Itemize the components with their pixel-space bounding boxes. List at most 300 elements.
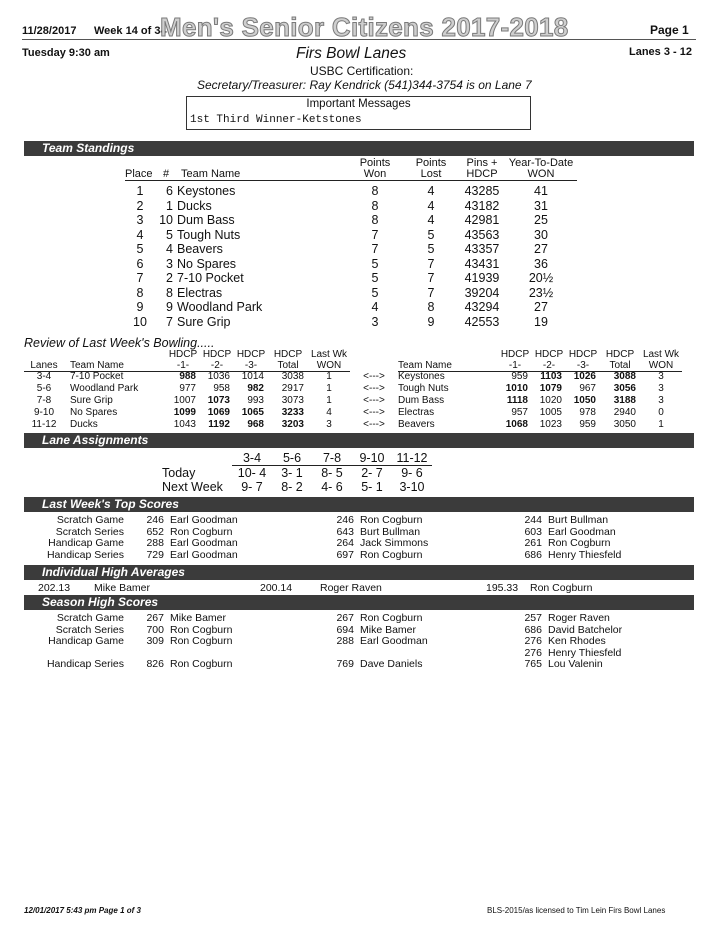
score-value: 826 bbox=[146, 658, 164, 670]
points-lost: 5 bbox=[427, 227, 435, 242]
standings-header bbox=[125, 158, 577, 181]
lanes-header: Lanes bbox=[24, 360, 64, 372]
lane-assignments-heading: Lane Assignments bbox=[42, 433, 149, 447]
bowler-name: Ron Cogburn bbox=[360, 514, 423, 526]
average-value: 195.33 bbox=[486, 582, 519, 594]
won: 3 bbox=[326, 419, 332, 430]
won: 3 bbox=[658, 395, 664, 406]
score: 1036 bbox=[207, 371, 230, 382]
score-value: 276 bbox=[524, 646, 542, 659]
ytd-won: 41 bbox=[534, 184, 548, 198]
g1-right: -1- bbox=[498, 360, 532, 372]
score: 977 bbox=[179, 383, 196, 394]
ytd-won: 25 bbox=[534, 213, 548, 227]
score-value: 652 bbox=[146, 525, 164, 538]
won: 1 bbox=[326, 383, 332, 394]
pins-hdcp: 39204 bbox=[464, 285, 500, 300]
pins-hdcp: 43357 bbox=[464, 242, 500, 256]
bowling-center: Firs Bowl Lanes bbox=[296, 45, 407, 62]
lastwk-right: Last Wk bbox=[642, 349, 680, 360]
points-won: 5 bbox=[371, 271, 379, 285]
hdcp-g2-left: HDCP bbox=[202, 349, 232, 360]
today-pair: 9- 6 bbox=[401, 466, 423, 480]
bowler-name: Earl Goodman bbox=[548, 525, 616, 538]
ytd-won-header: Year-To-Date bbox=[508, 157, 574, 169]
score-value: 686 bbox=[524, 548, 542, 561]
score-value: 244 bbox=[524, 514, 542, 526]
header-divider bbox=[22, 39, 696, 40]
score: 957 bbox=[511, 407, 528, 418]
versus-arrow: <---> bbox=[363, 407, 385, 418]
g1-left: -1- bbox=[166, 360, 200, 372]
bowler-name: Roger Raven bbox=[548, 612, 610, 624]
pins-hdcp: 43285 bbox=[464, 184, 500, 198]
score: 3188 bbox=[613, 395, 636, 406]
place: 8 bbox=[136, 285, 144, 300]
team-header-left: Team Name bbox=[64, 360, 166, 372]
next-week-pair: 8- 2 bbox=[281, 480, 303, 494]
team-name: Keystones bbox=[398, 371, 445, 382]
messages-title: Important Messages bbox=[306, 98, 411, 110]
team-number: 3 bbox=[166, 256, 173, 271]
next-week-pair: 5- 1 bbox=[361, 480, 383, 494]
won: 1 bbox=[326, 371, 332, 382]
team-name: Ducks bbox=[70, 419, 98, 430]
bowler-name: Ron Cogburn bbox=[530, 582, 593, 594]
place-header: Place bbox=[125, 169, 155, 181]
score: 3203 bbox=[281, 419, 304, 430]
won: 1 bbox=[658, 419, 664, 430]
score-value: 267 bbox=[146, 612, 164, 624]
score: 3073 bbox=[281, 395, 304, 406]
team-name: Electras bbox=[177, 285, 223, 300]
bowler-name: Ken Rhodes bbox=[548, 635, 606, 647]
score: 1068 bbox=[505, 419, 528, 430]
team-name: 7-10 Pocket bbox=[70, 371, 124, 382]
review-table bbox=[24, 371, 682, 431]
points-won: 4 bbox=[371, 300, 379, 314]
hdcp-g2-right: HDCP bbox=[534, 349, 564, 360]
lane-pair: 9-10 bbox=[352, 451, 392, 466]
week-label: Week 14 of 34 bbox=[94, 25, 167, 37]
points-won-header: Points bbox=[359, 157, 391, 169]
review-row bbox=[24, 407, 682, 419]
lastwk-left: Last Wk bbox=[310, 349, 348, 360]
won-right: WON bbox=[640, 360, 682, 372]
points-won-header-2: Won bbox=[347, 169, 403, 181]
score: 982 bbox=[247, 383, 264, 394]
session-day-time: Tuesday 9:30 am bbox=[22, 47, 110, 59]
score-category: Handicap Game bbox=[48, 635, 124, 647]
points-lost: 4 bbox=[427, 213, 435, 227]
next-week-pair: 9- 7 bbox=[241, 480, 263, 494]
points-won: 8 bbox=[371, 198, 379, 213]
standings-row bbox=[125, 271, 577, 286]
team-name: Tough Nuts bbox=[177, 227, 241, 242]
pins-hdcp: 43431 bbox=[464, 256, 500, 271]
today-pair: 10- 4 bbox=[237, 466, 267, 480]
standings-row bbox=[125, 184, 577, 199]
lanes-range: Lanes 3 - 12 bbox=[629, 46, 692, 58]
score-category: Scratch Game bbox=[56, 612, 124, 624]
bowler-name: Roger Raven bbox=[320, 582, 382, 594]
high-averages-heading: Individual High Averages bbox=[42, 565, 185, 579]
place: 7 bbox=[136, 271, 144, 285]
team-standings-bar bbox=[24, 141, 694, 156]
score-value: 288 bbox=[336, 635, 354, 647]
score-category: Handicap Series bbox=[46, 548, 124, 561]
place: 3 bbox=[136, 213, 144, 227]
points-lost: 4 bbox=[427, 184, 435, 198]
score-value: 288 bbox=[146, 537, 164, 549]
standings-row bbox=[125, 300, 577, 315]
team-name: Beavers bbox=[177, 242, 223, 256]
bowler-name: Ron Cogburn bbox=[170, 525, 233, 538]
team-name: Dum Bass bbox=[398, 395, 445, 406]
message-text: 1st Third Winner-Ketstones bbox=[190, 114, 362, 126]
ytd-won: 27 bbox=[534, 300, 548, 314]
team-number: 1 bbox=[166, 198, 173, 213]
score: 3233 bbox=[281, 407, 304, 418]
score-value: 276 bbox=[524, 635, 542, 647]
g2-right: -2- bbox=[532, 360, 566, 372]
points-lost: 5 bbox=[427, 242, 435, 256]
score-value: 603 bbox=[524, 525, 542, 538]
team-name: 7-10 Pocket bbox=[177, 271, 244, 285]
team-number: 4 bbox=[166, 242, 173, 256]
footer-license: BLS-2015/as licensed to Tim Lein Firs Bowl Lanes bbox=[487, 906, 666, 915]
lanes: 5-6 bbox=[36, 383, 52, 394]
score: 2917 bbox=[281, 383, 304, 394]
versus-arrow: <---> bbox=[363, 395, 385, 406]
score-value: 246 bbox=[336, 514, 354, 526]
score: 1073 bbox=[207, 395, 230, 406]
place: 9 bbox=[136, 300, 144, 314]
score: 2940 bbox=[613, 407, 636, 418]
top-scores-heading: Last Week's Top Scores bbox=[42, 497, 179, 511]
standings-row bbox=[125, 286, 577, 301]
score: 1020 bbox=[539, 395, 562, 406]
standings-row bbox=[125, 213, 577, 228]
team-number: 8 bbox=[166, 285, 173, 300]
bowler-name: Earl Goodman bbox=[170, 548, 238, 561]
pins-hdcp-header-2: HDCP bbox=[459, 169, 505, 181]
points-lost: 4 bbox=[427, 198, 435, 213]
score-value: 246 bbox=[146, 514, 164, 526]
bowler-name: Ron Cogburn bbox=[170, 623, 233, 636]
footer-printed: 12/01/2017 5:43 pm Page 1 of 3 bbox=[24, 906, 141, 915]
score: 3050 bbox=[613, 419, 636, 430]
score: 967 bbox=[579, 383, 596, 394]
score: 1099 bbox=[173, 407, 196, 418]
won-left: WON bbox=[308, 360, 350, 372]
points-won: 8 bbox=[371, 213, 379, 227]
team-name: Woodland Park bbox=[70, 383, 139, 394]
score: 958 bbox=[213, 383, 230, 394]
points-won: 7 bbox=[371, 242, 379, 256]
points-won: 7 bbox=[371, 227, 379, 242]
hdcp-total-left: HDCP bbox=[273, 349, 303, 360]
team-name: Woodland Park bbox=[177, 300, 263, 314]
review-header bbox=[24, 349, 682, 372]
bowler-name: Jack Simmons bbox=[360, 537, 429, 549]
hdcp-total-right: HDCP bbox=[605, 349, 635, 360]
today-pair: 8- 5 bbox=[321, 466, 343, 480]
total-right: Total bbox=[600, 360, 640, 372]
score: 988 bbox=[179, 371, 196, 382]
score: 1007 bbox=[173, 395, 196, 406]
standings-row bbox=[125, 257, 577, 272]
next-week-pair: 3-10 bbox=[399, 480, 425, 494]
bowler-name: Earl Goodman bbox=[360, 635, 428, 647]
bowler-name: Mike Bamer bbox=[94, 582, 151, 594]
standings-row bbox=[125, 315, 577, 330]
today-label: Today bbox=[162, 465, 196, 480]
won: 4 bbox=[326, 407, 332, 418]
score-value: 729 bbox=[146, 548, 164, 561]
lane-pair: 3-4 bbox=[232, 451, 272, 466]
lane-pair: 11-12 bbox=[392, 451, 432, 466]
pins-hdcp: 42553 bbox=[464, 314, 500, 329]
score-category: Scratch Game bbox=[56, 514, 124, 526]
standings-table bbox=[125, 184, 577, 329]
score-category: Scratch Series bbox=[55, 525, 124, 538]
score: 3056 bbox=[613, 383, 636, 394]
points-lost: 7 bbox=[427, 256, 435, 271]
bowler-name: Mike Bamer bbox=[170, 612, 227, 624]
bowler-name: Lou Valenin bbox=[548, 658, 603, 670]
place: 2 bbox=[136, 198, 144, 213]
lanes: 9-10 bbox=[33, 407, 54, 418]
lane-assignments-bar bbox=[24, 433, 694, 448]
score-value: 700 bbox=[146, 623, 164, 636]
hdcp-g1-left: HDCP bbox=[168, 349, 198, 360]
bowler-name: Burt Bullman bbox=[548, 514, 609, 526]
team-name: Sure Grip bbox=[177, 314, 231, 329]
ytd-won: 30 bbox=[534, 227, 548, 242]
ytd-won: 23½ bbox=[528, 285, 554, 300]
score: 1023 bbox=[539, 419, 562, 430]
score-value: 765 bbox=[524, 658, 542, 670]
team-name: Sure Grip bbox=[70, 395, 113, 406]
today-pair: 3- 1 bbox=[281, 466, 303, 480]
score: 959 bbox=[511, 371, 528, 382]
g3-left: -3- bbox=[234, 360, 268, 372]
score: 1026 bbox=[573, 371, 596, 382]
bowler-name: Burt Bullman bbox=[360, 525, 421, 538]
score: 1050 bbox=[573, 395, 596, 406]
score: 1103 bbox=[540, 371, 562, 382]
pins-hdcp-header: Pins + bbox=[466, 157, 498, 169]
hdcp-g3-left: HDCP bbox=[236, 349, 266, 360]
lane-assignments-table bbox=[162, 451, 432, 494]
points-won: 3 bbox=[371, 314, 379, 329]
ytd-won: 20½ bbox=[528, 271, 554, 285]
pins-hdcp: 42981 bbox=[464, 213, 500, 227]
team-header-right: Team Name bbox=[398, 360, 498, 372]
average-value: 202.13 bbox=[38, 582, 71, 594]
ytd-won: 27 bbox=[534, 242, 548, 256]
points-lost-header-2: Lost bbox=[403, 169, 459, 181]
total-left: Total bbox=[268, 360, 308, 372]
points-lost-header: Points bbox=[415, 157, 447, 169]
score: 1065 bbox=[241, 407, 264, 418]
points-lost: 7 bbox=[427, 285, 435, 300]
score-value: 267 bbox=[336, 612, 354, 624]
won: 3 bbox=[658, 383, 664, 394]
team-number: 7 bbox=[166, 314, 173, 329]
bowler-name: Ron Cogburn bbox=[170, 658, 233, 670]
ytd-won-header-2: WON bbox=[505, 169, 577, 181]
versus-arrow: <---> bbox=[363, 419, 385, 430]
score: 1043 bbox=[173, 419, 196, 430]
g3-right: -3- bbox=[566, 360, 600, 372]
score: 1079 bbox=[539, 383, 562, 394]
score-value: 309 bbox=[146, 635, 164, 647]
score: 1010 bbox=[505, 383, 528, 394]
ytd-won: 19 bbox=[534, 314, 548, 329]
team-name: No Spares bbox=[70, 407, 118, 418]
score: 1005 bbox=[539, 407, 562, 418]
score-value: 686 bbox=[524, 623, 542, 636]
team-number: 9 bbox=[166, 300, 173, 314]
won: 3 bbox=[658, 371, 664, 382]
bowler-name: Dave Daniels bbox=[360, 658, 423, 670]
hdcp-g1-right: HDCP bbox=[500, 349, 530, 360]
points-lost: 8 bbox=[427, 300, 435, 314]
bowler-name: Henry Thiesfeld bbox=[548, 646, 622, 659]
score: 1069 bbox=[207, 407, 230, 418]
points-won: 5 bbox=[371, 256, 379, 271]
team-name: Beavers bbox=[398, 419, 435, 430]
won: 0 bbox=[658, 407, 664, 418]
team-standings-heading: Team Standings bbox=[42, 141, 135, 155]
lane-pair: 7-8 bbox=[312, 451, 352, 466]
team-number: 2 bbox=[166, 271, 173, 285]
report-date: 11/28/2017 bbox=[22, 25, 77, 37]
versus-arrow: <---> bbox=[363, 371, 385, 382]
team-name-header: Team Name bbox=[177, 169, 347, 181]
review-heading: Review of Last Week's Bowling..... bbox=[24, 336, 215, 350]
bowler-name: Ron Cogburn bbox=[360, 548, 423, 561]
score: 3088 bbox=[613, 371, 636, 382]
versus-arrow: <---> bbox=[363, 383, 385, 394]
review-row bbox=[24, 419, 682, 431]
hdcp-g3-right: HDCP bbox=[568, 349, 598, 360]
pins-hdcp: 43182 bbox=[464, 198, 500, 213]
pins-hdcp: 43294 bbox=[464, 300, 500, 314]
place: 10 bbox=[133, 314, 147, 329]
season-high-bar bbox=[24, 595, 694, 610]
team-number: 6 bbox=[166, 184, 173, 198]
won: 1 bbox=[326, 395, 332, 406]
score: 1014 bbox=[241, 371, 264, 382]
bowler-name: David Batchelor bbox=[548, 623, 623, 636]
points-won: 5 bbox=[371, 285, 379, 300]
team-name: Ducks bbox=[177, 198, 212, 213]
pins-hdcp: 43563 bbox=[464, 227, 500, 242]
standings-row bbox=[125, 199, 577, 214]
score: 3038 bbox=[281, 371, 304, 382]
place: 4 bbox=[136, 227, 144, 242]
score-category: Scratch Series bbox=[55, 623, 124, 636]
score-category: Handicap Series bbox=[46, 658, 124, 670]
review-row bbox=[24, 371, 682, 383]
team-number: 5 bbox=[166, 227, 173, 242]
score: 978 bbox=[579, 407, 596, 418]
review-row bbox=[24, 383, 682, 395]
team-name: Electras bbox=[398, 407, 435, 418]
average-value: 200.14 bbox=[260, 582, 293, 594]
lanes: 3-4 bbox=[36, 371, 52, 382]
score-value: 261 bbox=[524, 537, 542, 549]
bowler-name: Ron Cogburn bbox=[170, 635, 233, 647]
top-scores-bar bbox=[24, 497, 694, 512]
score-value: 697 bbox=[336, 548, 354, 561]
important-messages-box bbox=[186, 96, 531, 130]
score-value: 257 bbox=[524, 612, 542, 624]
lanes: 11-12 bbox=[31, 419, 57, 430]
today-pair: 2- 7 bbox=[361, 466, 383, 480]
page-number: Page 1 bbox=[650, 23, 689, 37]
bowler-name: Ron Cogburn bbox=[548, 537, 611, 549]
season-high-heading: Season High Scores bbox=[42, 595, 159, 609]
team-name: Dum Bass bbox=[177, 213, 235, 227]
pins-hdcp: 41939 bbox=[464, 271, 500, 285]
team-name: No Spares bbox=[177, 256, 237, 271]
bowler-name: Mike Bamer bbox=[360, 623, 417, 636]
next-week-pair: 4- 6 bbox=[321, 480, 343, 494]
bowler-name: Earl Goodman bbox=[170, 537, 238, 549]
standings-row bbox=[125, 242, 577, 257]
bowler-name: Henry Thiesfeld bbox=[548, 548, 622, 561]
place: 5 bbox=[136, 242, 144, 256]
score-value: 643 bbox=[336, 525, 354, 538]
high-averages-bar bbox=[24, 565, 694, 580]
usbc-certification: USBC Certification: bbox=[310, 64, 414, 78]
score-value: 264 bbox=[336, 537, 354, 549]
score-value: 769 bbox=[336, 658, 354, 670]
score: 968 bbox=[247, 419, 264, 430]
place: 6 bbox=[136, 256, 144, 271]
score-value: 694 bbox=[336, 623, 354, 636]
score: 1192 bbox=[208, 419, 230, 430]
score: 993 bbox=[247, 395, 264, 406]
points-won: 8 bbox=[371, 184, 379, 198]
place: 1 bbox=[136, 184, 144, 198]
lanes: 7-8 bbox=[36, 395, 52, 406]
secretary-info: Secretary/Treasurer: Ray Kendrick (541)344-3754 is on Lane 7 bbox=[197, 78, 532, 92]
next-week-label: Next Week bbox=[162, 480, 223, 494]
lane-pair: 5-6 bbox=[272, 451, 312, 466]
ytd-won: 31 bbox=[534, 198, 548, 213]
review-row bbox=[24, 395, 682, 407]
bowler-name: Ron Cogburn bbox=[360, 612, 423, 624]
points-lost: 7 bbox=[427, 271, 435, 285]
team-name: Tough Nuts bbox=[398, 383, 449, 394]
score-category: Handicap Game bbox=[48, 537, 124, 549]
ytd-won: 36 bbox=[534, 256, 548, 271]
points-lost: 9 bbox=[427, 314, 435, 329]
standings-row bbox=[125, 228, 577, 243]
score: 1118 bbox=[506, 395, 528, 406]
num-header: # bbox=[155, 169, 177, 181]
g2-left: -2- bbox=[200, 360, 234, 372]
team-number: 10 bbox=[159, 213, 173, 227]
bowler-name: Earl Goodman bbox=[170, 514, 238, 526]
team-name: Keystones bbox=[177, 184, 236, 198]
league-title: Men's Senior Citizens 2017-2018 bbox=[160, 12, 569, 42]
